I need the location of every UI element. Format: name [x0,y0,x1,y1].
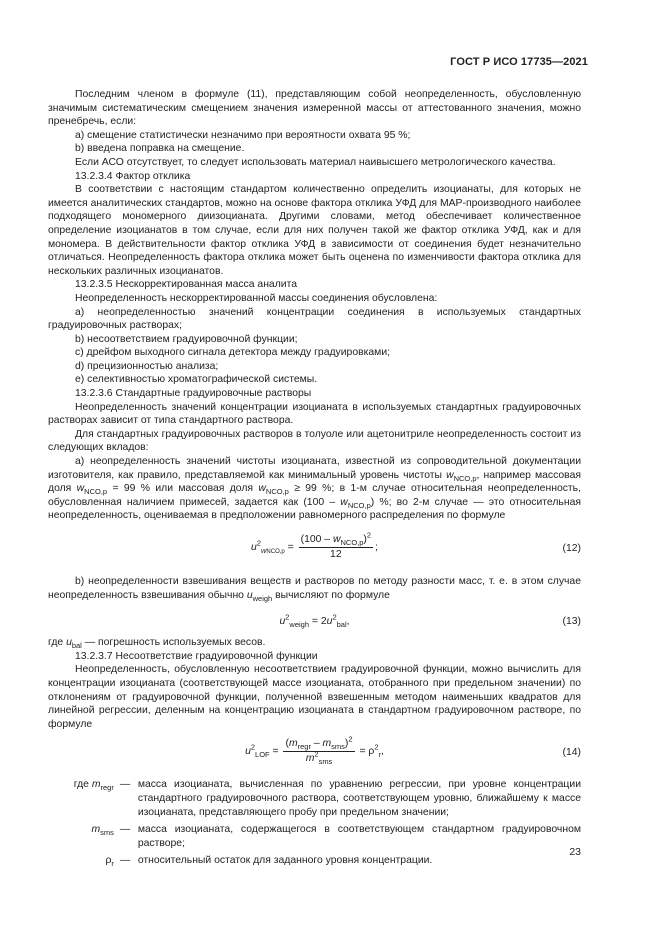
definition-row: $m_{sms}$ — масса изоцианата, содержащегося в соответствующем стандартном градуировочном растворе; [91,824,581,849]
formula-13: $u^2_{weigh} = 2u^2_{bal}$, (13) [279,612,581,630]
list-item: a) смещение статистически незначимо при вероятности охвата 95 %; [75,129,411,141]
definition-row: где $m_{regr}$ — масса изоцианата, вычисленная по уравнению регрессии, при уровне концентрации стандартного градуировочного раствора, соответствующем уровню, ближайшему к массе изоцианата, представляющего пробу при предельном значении; [73,779,581,818]
paragraph: Неопределенность, обусловленную несоответствием градуировочной функции, можно вычислить для концентрации изоцианата (соответствующей массе изоцианата, отобранного при предельном значении) по отклонениям от градуировочной функции, полученной взвешенным методом наименьших квадратов для линейной регрессии, деленным на концентрацию изоцианата в стандартном градуировочном растворе, по формуле [48,664,581,730]
where-clause: где $u_{bal}$ — погрешность используемых весов. [48,637,266,651]
list-item: d) прецизионностью анализа; [75,360,219,372]
body-text [48,88,581,872]
paragraph: Неопределенность значений концентрации изоцианата в используемых стандартных градуировочных растворах зависит от типа стандартного раствора. [48,401,581,427]
formula-12: $u^2_{wNCO,p}$ = $\frac{(100 - w_{NCO,p})^2}{12}$ ; (12) [251,530,581,560]
section-heading: 13.2.3.5 Нескорректированная масса аналита [75,279,297,291]
definitions-table [48,778,581,872]
paragraph: Последним членом в формуле (11), представляющим собой неопределенность, обусловленную значимым систематическим смещением значения измеренной массы от аттестованного значения, можно пренебречь, если: [48,89,581,128]
section-heading: 13.2.3.7 Несоответствие градуировочной функции [75,650,318,662]
list-item: b) введена поправка на смещение. [75,143,245,155]
equation-number: (13) [562,616,581,628]
list-item: b) несоответствием градуировочной функции; [75,333,298,345]
list-item: c) дрейфом выходного сигнала детектора между градуировками; [75,347,391,359]
paragraph: В соответствии с настоящим стандартом количественно определить изоцианаты, для которых не имеется аналитических стандартов, можно на основе фактора отклика УФД для МАР-производного наиболее подходящего мономерного диизоцианата. Другими словами, метод обеспечивает количественное определение изоцианатов в том случае, если для них получен такой же фактор отклика УФД, как и для мономера. В действительности фактор отклика УФД в зависимости от соединения будет незначительно отличаться. Неопределенность фактора отклика может быть оценена по изменчивости фактора отклика для нескольких различных изоцианатов. [48,184,581,277]
paragraph: Если АСО отсутствует, то следует использовать материал наивысшего метрологического качества. [75,156,556,168]
list-item: a) неопределенностью значений концентрации соединения в используемых стандартных градуировочных растворах; [48,306,581,332]
section-heading: 13.2.3.6 Стандартные градуировочные растворы [75,388,312,400]
equation-number: (12) [562,543,581,554]
list-item: e) селективностью хроматографической системы. [75,374,318,386]
paragraph: Для стандартных градуировочных растворов в толуоле или ацетонитриле неопределенность состоит из следующих вкладов: [48,428,581,454]
section-heading: 13.2.3.4 Фактор отклика [75,170,191,182]
paragraph: Неопределенность нескорректированной массы соединения обусловлена: [75,292,438,304]
standard-header: ГОСТ Р ИСО 17735—2021 [450,56,588,68]
equation-number: (14) [562,747,581,759]
list-item-b: b) неопределенности взвешивания веществ и растворов по методу разности масс, т. е. в этом случае неопределенность взвешивания обычно $u_{weigh}$ вычисляют по формуле [48,576,581,603]
page-number: 23 [569,846,581,858]
definition-row: $\rho_r$ — относительный остаток для заданного уровня концентрации. [105,855,433,869]
list-item-a: a) неопределенность значений чистоты изоцианата, известной из сопроводительной документации изготовителя, как правило, представляемой как минимальный уровень чистоты $w_{NCO,p}$, например массовая доля $w_{NCO,p} = 99$ % или массовая доля $w_{NCO,p} \ge 99$ %; в 1-м случае относительная неопределенность, обусловленная наличием примесей, задается как $(100 - w_{NCO,p})$ %; во 2-м случае — это относительная неопределенность, оцениваемая в предположении равномерного распределения по формуле [48,456,581,522]
formula-14: $u^2_{LOF}$ = $\frac{(m_{regr} - m_{sms})^2}{m^2_{sms}}$ = $\rho^2_r$, (14) [245,734,581,767]
